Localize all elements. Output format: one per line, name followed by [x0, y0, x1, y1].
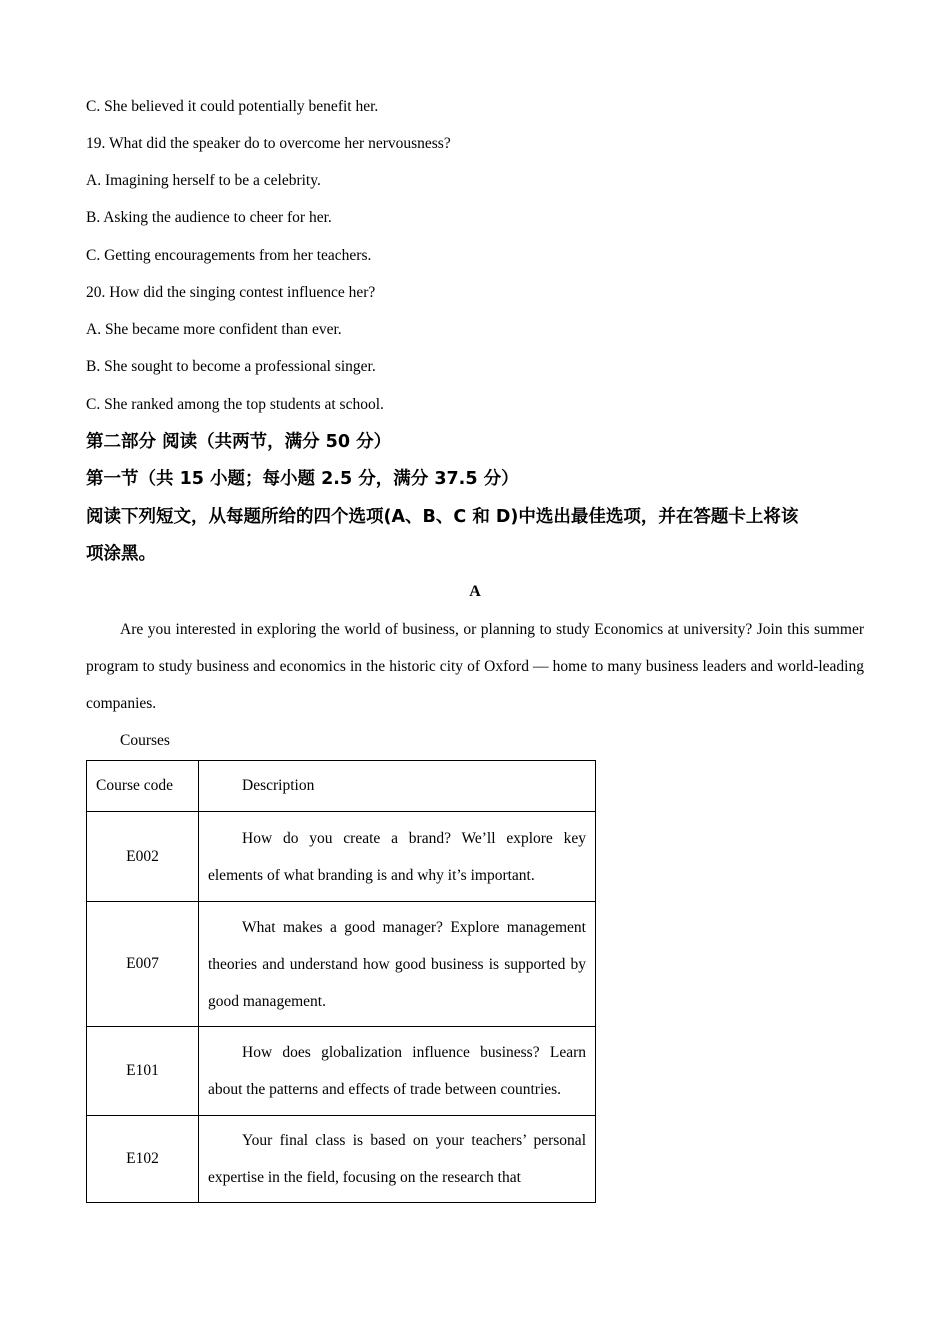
- passage-label: A: [469, 583, 481, 600]
- course-code: E002: [87, 812, 199, 902]
- q20-option-a: A. She became more confident than ever.: [86, 321, 342, 338]
- course-code: E007: [87, 902, 199, 1027]
- q20-option-b: B. She sought to become a professional singer.: [86, 358, 376, 375]
- instruction-line-2: 项涂黑。: [86, 544, 156, 564]
- passage-intro: [86, 611, 864, 722]
- part-title: 第二部分 阅读（共两节，满分 50 分）: [86, 432, 392, 452]
- course-code: E102: [87, 1116, 199, 1203]
- q19-option-a: A. Imagining herself to be a celebrity.: [86, 172, 321, 189]
- q19-question: 19. What did the speaker do to overcome her nervousness?: [86, 135, 451, 152]
- table-row: [87, 1027, 596, 1116]
- q18-option-c: C. She believed it could potentially benefit her.: [86, 98, 379, 115]
- table-row: [87, 812, 596, 902]
- section-title: 第一节（共 15 小题；每小题 2.5 分，满分 37.5 分）: [86, 469, 519, 489]
- q20-question: 20. How did the singing contest influence her?: [86, 284, 376, 301]
- q19-option-c: C. Getting encouragements from her teachers.: [86, 247, 372, 264]
- header-description: Description: [199, 761, 596, 812]
- table-header-row: [87, 761, 596, 812]
- courses-table: [86, 760, 596, 1203]
- course-description-text: What makes a good manager? Explore management theories and understand how good business is supported by good management.: [208, 918, 586, 1010]
- course-description: [199, 902, 596, 1027]
- table-row: [87, 1116, 596, 1203]
- course-description-text: How do you create a brand? We’ll explore key elements of what branding is and why it’s important.: [208, 829, 586, 884]
- course-description-text: Your final class is based on your teachers’ personal expertise in the field, focusing on the research that: [208, 1132, 586, 1186]
- header-course-code: Course code: [87, 761, 199, 812]
- course-description-text: How does globalization influence business? Learn about the patterns and effects of trade between countries.: [208, 1044, 586, 1098]
- q19-option-b: B. Asking the audience to cheer for her.: [86, 209, 332, 226]
- courses-label: Courses: [120, 732, 170, 749]
- course-description: [199, 1027, 596, 1116]
- q20-option-c: C. She ranked among the top students at school.: [86, 396, 384, 413]
- course-description: [199, 1116, 596, 1203]
- instruction-line-1: 阅读下列短文，从每题所给的四个选项(A、B、C 和 D)中选出最佳选项，并在答题卡上将该: [86, 507, 799, 527]
- intro-text: Are you interested in exploring the world of business, or planning to study Economics at university? Join this summer program to study business and economics in the historic city of Oxford — home to many business leaders and world-leading companies.: [86, 621, 864, 712]
- course-code: E101: [87, 1027, 199, 1116]
- course-description: [199, 812, 596, 902]
- table-row: [87, 902, 596, 1027]
